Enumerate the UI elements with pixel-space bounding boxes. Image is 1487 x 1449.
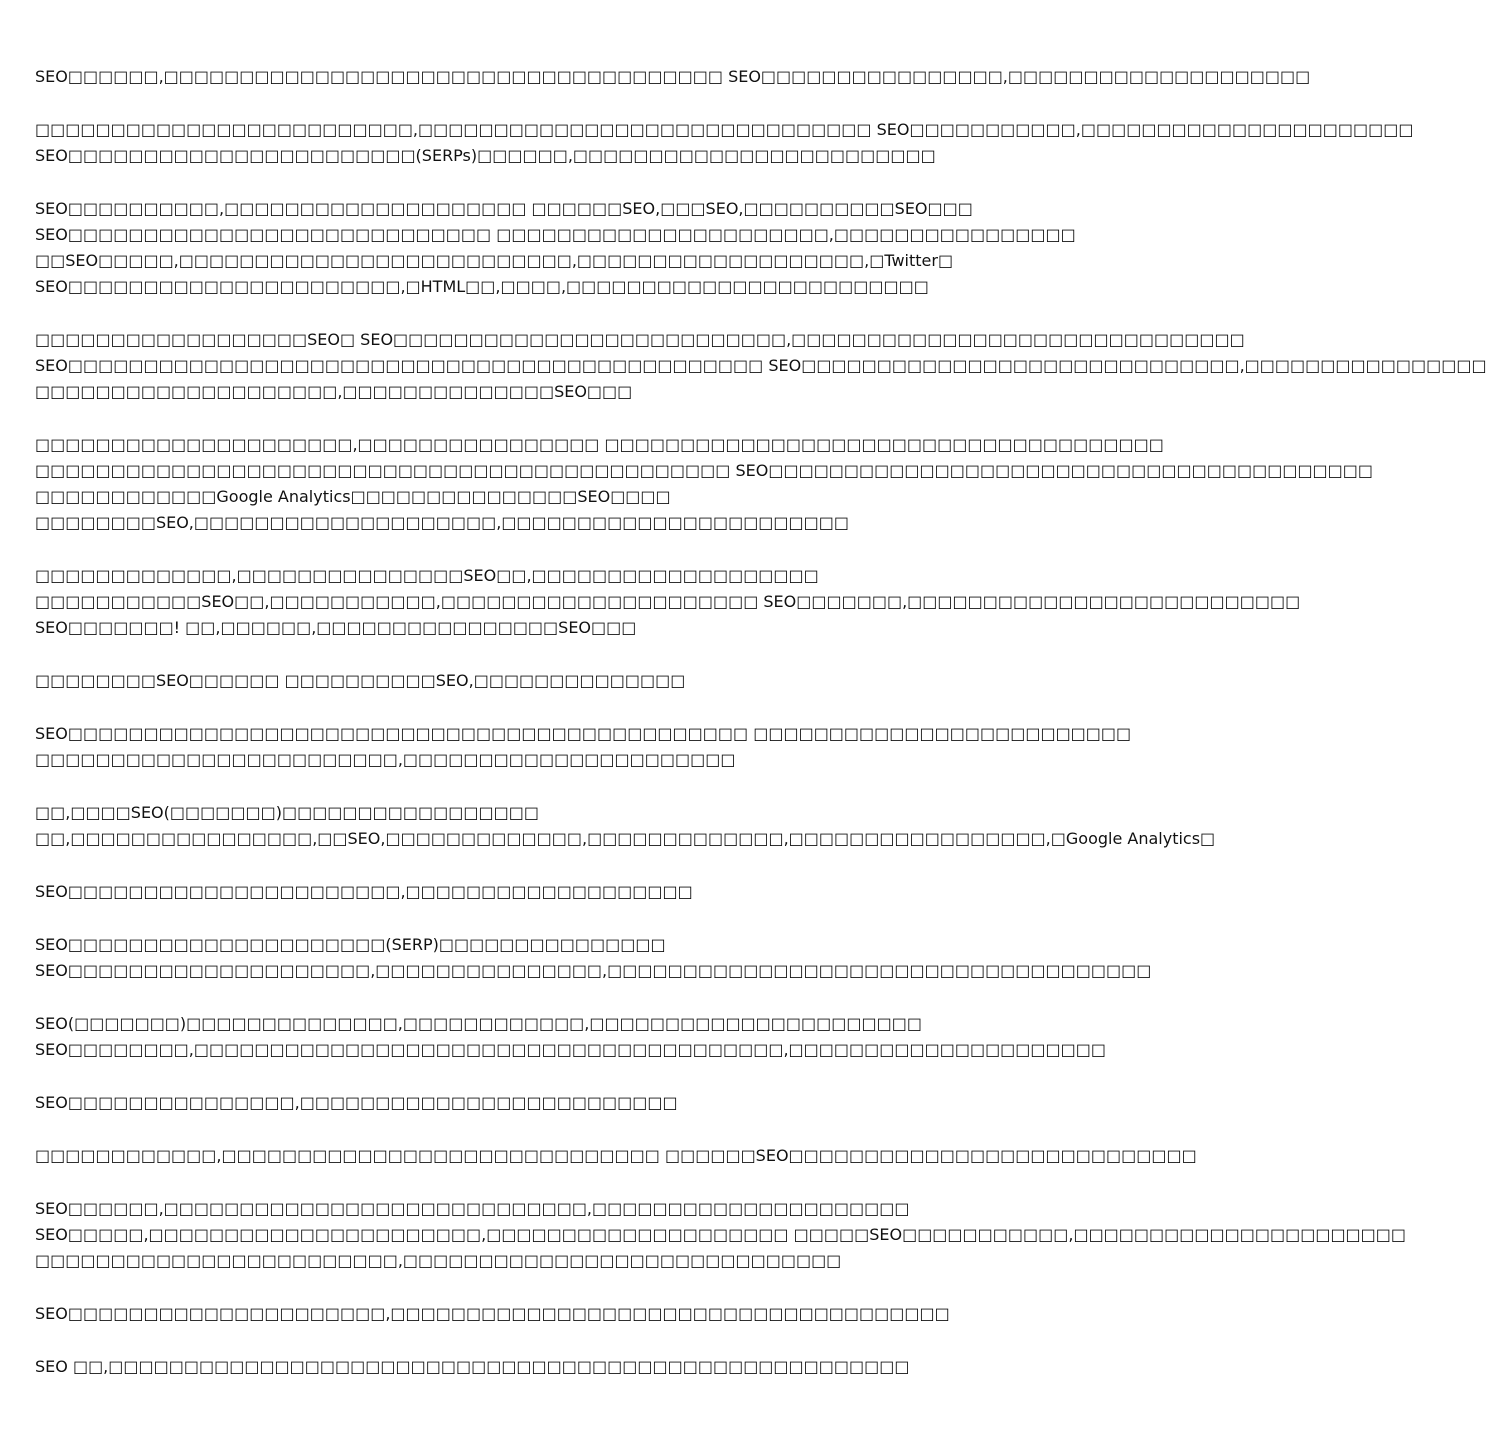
paragraph-8 xyxy=(35,721,1132,773)
document-body xyxy=(35,64,1487,1407)
paragraph-17 xyxy=(35,1354,985,1380)
paragraph-14 xyxy=(35,1143,1197,1169)
text-line: SEO□□□□□□□□□□□□□□□□□□□□,□□□□□□□□□□□□□□□,□□□□□□□□□□□□□□□□□□□□□□□□□□□□□□□□□□□□ xyxy=(35,961,1152,980)
paragraph-6 xyxy=(35,563,1301,641)
text-line: SEO□□□□□,□□□□□□□□□□□□□□□□□□□□□□,□□□□□□□□□□□□□□□□□□□□ □□□□□SEO□□□□□□□□□□□,□□□□□□□□□□□□□□□□□□□□□□ xyxy=(35,1225,1407,1244)
paragraph-1 xyxy=(35,64,1311,90)
text-line: SEO□□□□□□□□□□□□□□□□□□□□□,□□□□□□□□□□□□□□□□□□□□□□□□□□□□□□□□□□□□□ xyxy=(35,1304,950,1323)
text-line: SEO□□□□□□□! □□,□□□□□□,□□□□□□□□□□□□□□□□SEO□□□ xyxy=(35,618,637,637)
text-line: □□□□□□□□SEO,□□□□□□□□□□□□□□□□□□□□,□□□□□□□□□□□□□□□□□□□□□□□ xyxy=(35,513,850,532)
text-line: □□,□□□□SEO(□□□□□□□)□□□□□□□□□□□□□□□□□ xyxy=(35,803,539,822)
text-line: SEO(□□□□□□□)□□□□□□□□□□□□□□,□□□□□□□□□□□□,□□□□□□□□□□□□□□□□□□□□□□ xyxy=(35,1014,922,1033)
text-line: □□□□□□□□□□□□□□□□□□□□□□□□,□□□□□□□□□□□□□□□□□□□□□□□□□□□□□ xyxy=(35,1251,842,1270)
text-line: SEO□□□□□□□□□□□□□□□□□□□□□□□□□□□□ □□□□□□□□□□□□□□□□□□□□□□,□□□□□□□□□□□□□□□□ xyxy=(35,225,1076,244)
text-line: □□□□□□□□□□□□□□□□□□□□□□□□,□□□□□□□□□□□□□□□□□□□□□□ xyxy=(35,750,736,769)
paragraph-11 xyxy=(35,932,1152,984)
text-line: SEO □□,□□□□□□□□□□□□□□□□□□□□□□□□□□□□□□□□□□□□□□□□□□□□□□□□□□□□□ xyxy=(35,1357,910,1376)
text-line: □□,□□□□□□□□□□□□□□□□,□□SEO,□□□□□□□□□□□□□,□□□□□□□□□□□□□,□□□□□□□□□□□□□□□□□,□Google Analytics□ xyxy=(35,829,1216,848)
paragraph-12 xyxy=(35,1011,1106,1063)
text-line: □□□□□□□□□□□SEO□□,□□□□□□□□□□□,□□□□□□□□□□□□□□□□□□□□□ SEO□□□□□□□,□□□□□□□□□□□□□□□□□□□□□□□□□□ xyxy=(35,592,1301,611)
text-line: SEO□□□□□□□□□□□□□□□,□□□□□□□□□□□□□□□□□□□□□□□□□ xyxy=(35,1093,678,1112)
paragraph-16 xyxy=(35,1301,985,1327)
text-line: □□SEO□□□□□,□□□□□□□□□□□□□□□□□□□□□□□□□□,□□□□□□□□□□□□□□□□□□□,□Twitter□ xyxy=(35,251,954,270)
text-line: □□□□□□□□□□□□□□□□□□□□□,□□□□□□□□□□□□□□□□ □□□□□□□□□□□□□□□□□□□□□□□□□□□□□□□□□□□□□ xyxy=(35,435,1164,454)
text-line: □□□□□□□□□□□□□□□□□□□□,□□□□□□□□□□□□□□SEO□□□ xyxy=(35,382,633,401)
text-line: SEO□□□□□□,□□□□□□□□□□□□□□□□□□□□□□□□□□□□□□□□□□□□□ SEO□□□□□□□□□□□□□□□□,□□□□□□□□□□□□□□□□□□□□ xyxy=(35,67,1311,86)
text-line: SEO□□□□□□□□,□□□□□□□□□□□□□□□□□□□□□□□□□□□□□□□□□□□□□□□,□□□□□□□□□□□□□□□□□□□□□ xyxy=(35,1040,1106,1059)
paragraph-13 xyxy=(35,1090,985,1116)
paragraph-15 xyxy=(35,1196,1407,1274)
text-line: □□□□□□□□□□□□Google Analytics□□□□□□□□□□□□□□□SEO□□□□ xyxy=(35,487,671,506)
text-line: □□□□□□□□□□□□□□□□□□SEO□ SEO□□□□□□□□□□□□□□□□□□□□□□□□□□,□□□□□□□□□□□□□□□□□□□□□□□□□□□□□□ xyxy=(35,330,1245,349)
text-line: SEO□□□□□□□□□□□□□□□□□□□□□□□□□□□□□□□□□□□□□□□□□□□□□ □□□□□□□□□□□□□□□□□□□□□□□□□ xyxy=(35,724,1132,743)
text-line: SEO□□□□□□□□□□□□□□□□□□□□□□,□□□□□□□□□□□□□□□□□□□ xyxy=(35,882,693,901)
paragraph-4 xyxy=(35,327,1487,405)
text-line: SEO□□□□□□□□□□□□□□□□□□□□□(SERP)□□□□□□□□□□□□□□□ xyxy=(35,935,666,954)
paragraph-10 xyxy=(35,879,985,905)
text-line: SEO□□□□□□,□□□□□□□□□□□□□□□□□□□□□□□□□□□□,□□□□□□□□□□□□□□□□□□□□□ xyxy=(35,1199,910,1218)
paragraph-3 xyxy=(35,196,1076,300)
text-line: □□□□□□□□□□□□□□□□□□□□□□□□□,□□□□□□□□□□□□□□□□□□□□□□□□□□□□□□ SEO□□□□□□□□□□□,□□□□□□□□□□□□□□□□□□□□□□ xyxy=(35,120,1414,139)
text-line: □□□□□□□□□□□□,□□□□□□□□□□□□□□□□□□□□□□□□□□□□□ □□□□□□SEO□□□□□□□□□□□□□□□□□□□□□□□□□□□ xyxy=(35,1146,1197,1165)
text-line: SEO□□□□□□□□□□□□□□□□□□□□□□□□□□□□□□□□□□□□□□□□□□□□□□ SEO□□□□□□□□□□□□□□□□□□□□□□□□□□□□□,□□□□□□□□□□□□□□□□ xyxy=(35,356,1487,375)
paragraph-9 xyxy=(35,800,1216,852)
text-line: □□□□□□□□□□□□□□□□□□□□□□□□□□□□□□□□□□□□□□□□□□□□□□ SEO□□□□□□□□□□□□□□□□□□□□□□□□□□□□□□□□□□□□□□□□ xyxy=(35,461,1374,480)
text-line: SEO□□□□□□□□□□,□□□□□□□□□□□□□□□□□□□□ □□□□□□SEO,□□□SEO,□□□□□□□□□□SEO□□□ xyxy=(35,199,973,218)
paragraph-7 xyxy=(35,668,985,694)
text-line: SEO□□□□□□□□□□□□□□□□□□□□□□,□HTML□□,□□□□,□□□□□□□□□□□□□□□□□□□□□□□□ xyxy=(35,277,929,296)
paragraph-5 xyxy=(35,432,1374,536)
text-line: □□□□□□□□□□□□□,□□□□□□□□□□□□□□□SEO□□,□□□□□□□□□□□□□□□□□□□ xyxy=(35,566,819,585)
paragraph-2 xyxy=(35,117,1414,169)
text-line: □□□□□□□□SEO□□□□□□ □□□□□□□□□□SEO,□□□□□□□□□□□□□□ xyxy=(35,671,686,690)
text-line: SEO□□□□□□□□□□□□□□□□□□□□□□□(SERPs)□□□□□□,□□□□□□□□□□□□□□□□□□□□□□□□ xyxy=(35,146,936,165)
